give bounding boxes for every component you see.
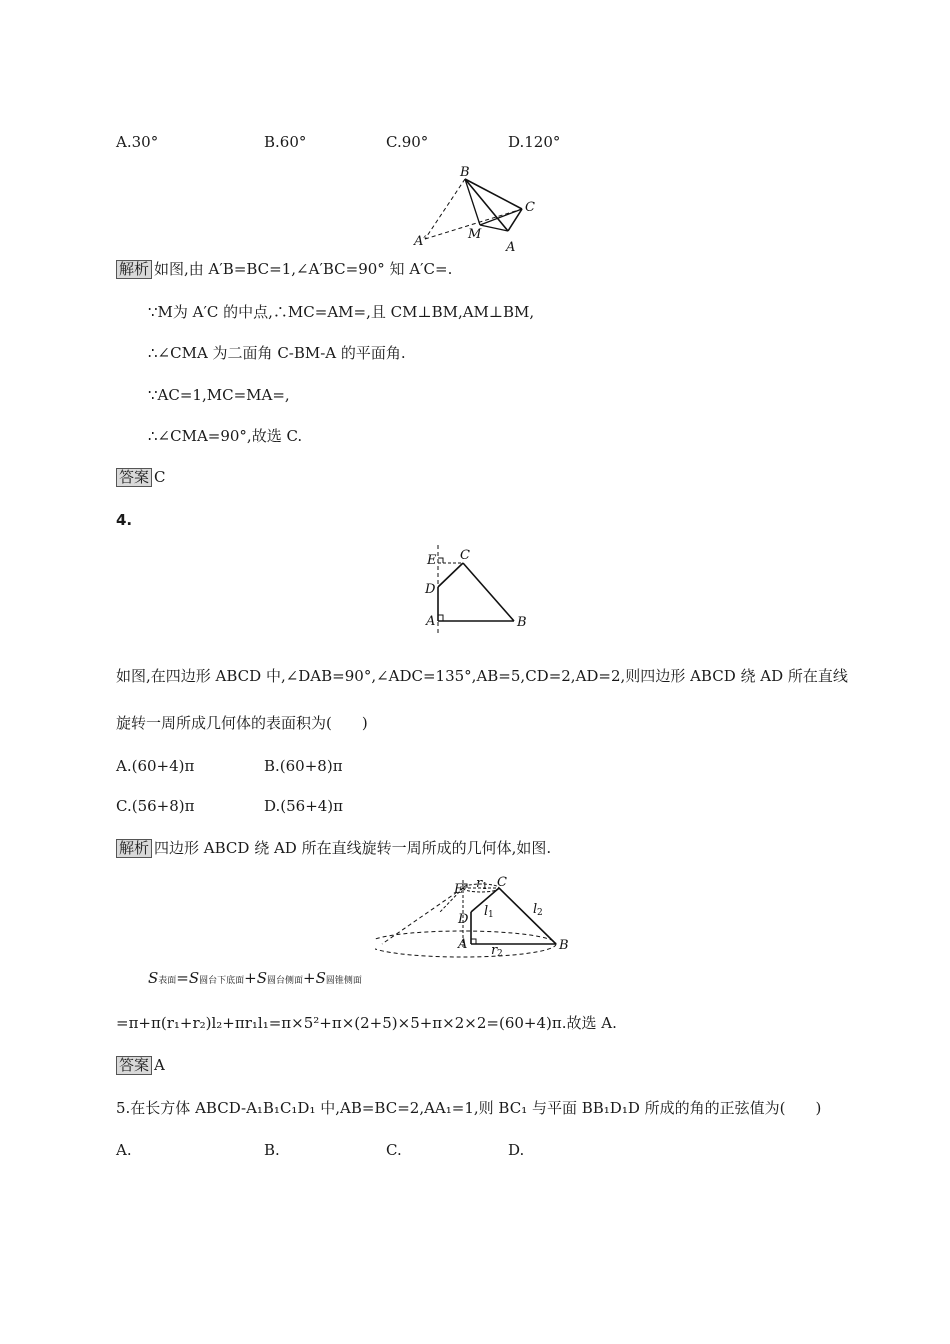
q4-option-c: C.(56+8)π — [116, 797, 195, 815]
label-b: B — [460, 165, 470, 180]
q5-stem: 5.在长方体 ABCD-A₁B₁C₁D₁ 中,AB=BC=2,AA₁=1,则 BC₁ 与平面 BB₁D₁D 所成的角的正弦值为( ) — [116, 1099, 822, 1117]
answer-tag: 答案 — [116, 1056, 152, 1075]
q4-option-b: B.(60+8)π — [264, 757, 343, 775]
label-c: C — [460, 548, 470, 563]
label-e: E — [454, 882, 464, 897]
surface-area-formula: S表面=S圆台下底面+S圆台侧面+S圆锥侧面 — [148, 969, 362, 987]
option-d: D.120° — [508, 133, 561, 151]
q4-option-a: A.(60+4)π — [116, 757, 195, 775]
analysis-tag: 解析 — [116, 839, 152, 858]
answer-line: 答案 C — [116, 467, 166, 487]
label-l1: l — [484, 904, 489, 919]
label-a: A — [506, 240, 516, 255]
label-e: E — [427, 553, 437, 568]
option-c: C.90° — [386, 133, 429, 151]
svg-text:2: 2 — [537, 908, 543, 918]
label-b: B — [517, 615, 527, 630]
solid-of-revolution-figure — [375, 875, 575, 963]
option-b: B.60° — [264, 133, 307, 151]
analysis-line-5: ∴∠CMA=90°,故选 C. — [148, 427, 303, 445]
label-c: C — [525, 200, 535, 215]
analysis-tag: 解析 — [116, 260, 152, 279]
analysis-line-4: ∵AC=1,MC=MA=, — [148, 386, 290, 404]
analysis-line-1: 解析 如图,由 A′B=BC=1,∠A′BC=90° 知 A′C=. — [116, 259, 452, 279]
svg-text:1: 1 — [482, 882, 488, 892]
label-m: M — [468, 227, 482, 242]
analysis-line-3: ∴∠CMA 为二面角 C-BM-A 的平面角. — [148, 344, 406, 362]
answer-tag: 答案 — [116, 468, 152, 487]
label-a-prime: A′ — [414, 234, 427, 249]
tetrahedron-figure — [405, 162, 550, 257]
q5-option-d: D. — [508, 1141, 525, 1159]
quadrilateral-figure — [420, 545, 535, 633]
svg-text:2: 2 — [497, 949, 503, 959]
q4-stem-line-1: 如图,在四边形 ABCD 中,∠DAB=90°,∠ADC=135°,AB=5,CD=2,AD=2,则四边形 ABCD 绕 AD 所在直线 — [116, 667, 848, 685]
label-a: A — [458, 937, 468, 952]
label-r2: r — [491, 943, 498, 958]
svg-text:1: 1 — [488, 910, 494, 920]
q5-option-c: C. — [386, 1141, 402, 1159]
q5-option-a: A. — [116, 1141, 132, 1159]
label-l2: l — [533, 902, 538, 917]
q5-option-b: B. — [264, 1141, 280, 1159]
q4-answer-line: 答案 A — [116, 1055, 165, 1075]
q4-option-d: D.(56+4)π — [264, 797, 344, 815]
label-r1: r — [476, 876, 483, 891]
label-b: B — [559, 938, 569, 953]
q4-stem-line-2: 旋转一周所成几何体的表面积为( ) — [116, 714, 368, 732]
question-number-4: 4. — [116, 511, 133, 529]
q4-analysis-line: 解析 四边形 ABCD 绕 AD 所在直线旋转一周所成的几何体,如图. — [116, 838, 551, 858]
label-c: C — [497, 875, 507, 890]
surface-area-calculation: =π+π(r₁+r₂)l₂+πr₁l₁=π×5²+π×(2+5)×5+π×2×2=(60+4)π.故选 A. — [116, 1014, 617, 1032]
label-d: D — [425, 582, 436, 597]
option-a: A.30° — [116, 133, 159, 151]
analysis-line-2: ∵M为 A′C 的中点,∴MC=AM=,且 CM⊥BM,AM⊥BM, — [148, 303, 535, 321]
label-d: D — [458, 912, 469, 927]
label-a: A — [426, 614, 436, 629]
